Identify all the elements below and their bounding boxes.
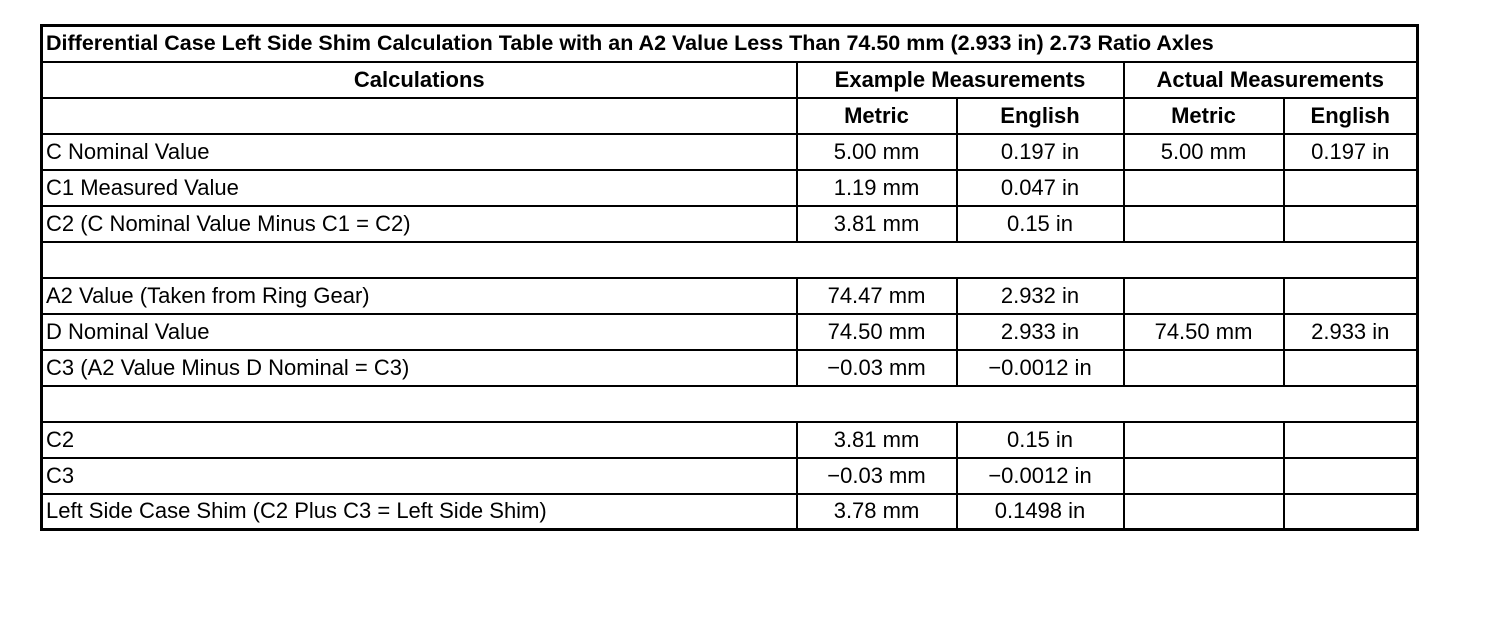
table-row	[42, 134, 1418, 170]
actual-metric-value: 5.00 mm	[1124, 134, 1284, 170]
example-english-value: 2.932 in	[957, 278, 1124, 314]
row-label: A2 Value (Taken from Ring Gear)	[42, 278, 797, 314]
example-metric-value: 3.78 mm	[797, 494, 957, 530]
example-english-value: 0.15 in	[957, 422, 1124, 458]
spacer-row	[42, 242, 1418, 278]
spacer-cell	[42, 242, 1418, 278]
shim-calculation-table	[40, 24, 1419, 531]
example-metric-value: −0.03 mm	[797, 350, 957, 386]
row-label: C3	[42, 458, 797, 494]
actual-metric-value	[1124, 206, 1284, 242]
example-english-value: −0.0012 in	[957, 458, 1124, 494]
row-label: C Nominal Value	[42, 134, 797, 170]
example-english-value: −0.0012 in	[957, 350, 1124, 386]
actual-english-value	[1284, 494, 1418, 530]
row-label: C3 (A2 Value Minus D Nominal = C3)	[42, 350, 797, 386]
example-english-value: 0.197 in	[957, 134, 1124, 170]
actual-metric-value	[1124, 494, 1284, 530]
table-row	[42, 494, 1418, 530]
example-english-value: 0.15 in	[957, 206, 1124, 242]
actual-metric-value: 74.50 mm	[1124, 314, 1284, 350]
example-metric-value: 5.00 mm	[797, 134, 957, 170]
actual-metric-value	[1124, 458, 1284, 494]
table-row	[42, 206, 1418, 242]
example-measurements-header: Example Measurements	[797, 62, 1124, 98]
actual-metric-value	[1124, 170, 1284, 206]
spacer-row	[42, 386, 1418, 422]
example-metric-value: 74.47 mm	[797, 278, 957, 314]
actual-english-value: 2.933 in	[1284, 314, 1418, 350]
example-metric-value: 1.19 mm	[797, 170, 957, 206]
actual-english-value	[1284, 350, 1418, 386]
actual-metric-value	[1124, 422, 1284, 458]
table-row	[42, 314, 1418, 350]
row-label: D Nominal Value	[42, 314, 797, 350]
actual-english-header: English	[1284, 98, 1418, 134]
actual-english-value: 0.197 in	[1284, 134, 1418, 170]
actual-metric-value	[1124, 278, 1284, 314]
actual-metric-header: Metric	[1124, 98, 1284, 134]
blank-header-cell	[42, 98, 797, 134]
table-row	[42, 458, 1418, 494]
actual-english-value	[1284, 170, 1418, 206]
example-metric-value: −0.03 mm	[797, 458, 957, 494]
example-english-value: 0.047 in	[957, 170, 1124, 206]
example-english-value: 2.933 in	[957, 314, 1124, 350]
actual-measurements-header: Actual Measurements	[1124, 62, 1418, 98]
table-title: Differential Case Left Side Shim Calculation Table with an A2 Value Less Than 74.50 mm (2.933 in) 2.73 Ratio Axles	[42, 26, 1418, 62]
row-label: C1 Measured Value	[42, 170, 797, 206]
example-english-header: English	[957, 98, 1124, 134]
row-label: C2	[42, 422, 797, 458]
example-metric-value: 3.81 mm	[797, 422, 957, 458]
table-row	[42, 278, 1418, 314]
table-row	[42, 170, 1418, 206]
actual-english-value	[1284, 422, 1418, 458]
table-row	[42, 422, 1418, 458]
unit-header-row	[42, 98, 1418, 134]
actual-english-value	[1284, 278, 1418, 314]
title-row	[42, 26, 1418, 62]
calculations-header: Calculations	[42, 62, 797, 98]
row-label: Left Side Case Shim (C2 Plus C3 = Left Side Shim)	[42, 494, 797, 530]
example-english-value: 0.1498 in	[957, 494, 1124, 530]
actual-english-value	[1284, 458, 1418, 494]
example-metric-header: Metric	[797, 98, 957, 134]
spacer-cell	[42, 386, 1418, 422]
example-metric-value: 3.81 mm	[797, 206, 957, 242]
actual-metric-value	[1124, 350, 1284, 386]
group-header-row	[42, 62, 1418, 98]
row-label: C2 (C Nominal Value Minus C1 = C2)	[42, 206, 797, 242]
table-row	[42, 350, 1418, 386]
actual-english-value	[1284, 206, 1418, 242]
example-metric-value: 74.50 mm	[797, 314, 957, 350]
